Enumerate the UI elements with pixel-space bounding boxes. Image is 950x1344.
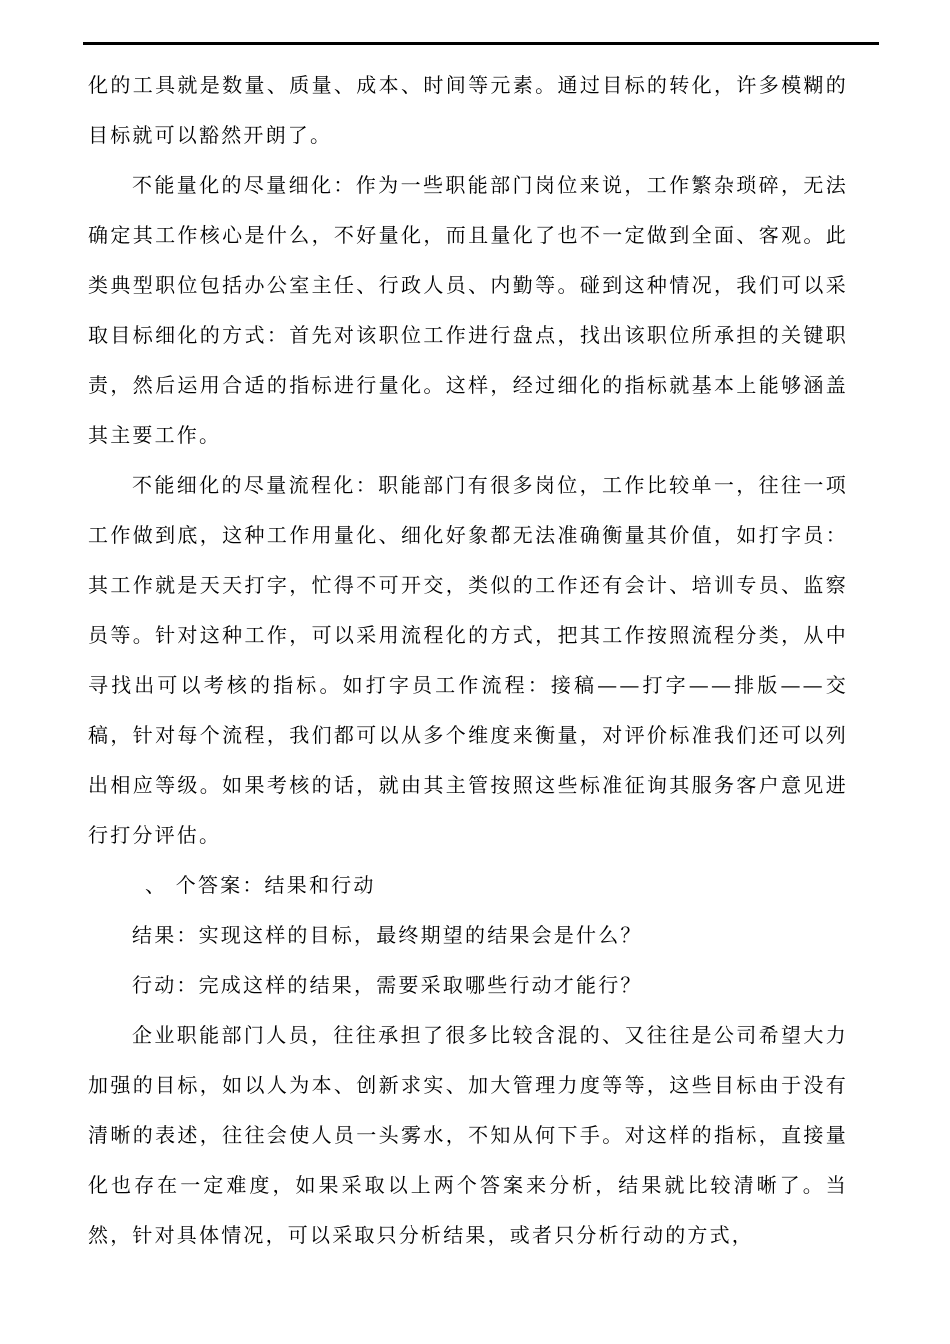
paragraph-process-oriented: 不能细化的尽量流程化：职能部门有很多岗位，工作比较单一，往往一项工作做到底，这种工作用量化、细化好象都无法准确衡量其价值，如打字员：其工作就是天天打字，忙得不可开交，类似的工作还有会计、培训专员、监察员等。针对这种工作，可以采用流程化的方式，把其工作按照流程分类，从中寻找出可以考核的指标。如打字员工作流程：接稿——打字——排版——交稿，针对每个流程，我们都可以从多个维度来衡量，对评价标准我们还可以列出相应等级。如果考核的话，就由其主管按照这些标准征询其服务客户意见进行打分评估。 — [88, 473, 848, 847]
section-heading: 、 个答案：结果和行动 — [145, 873, 376, 897]
paragraph-continuation: 化的工具就是数量、质量、成本、时间等元素。通过目标的转化，许多模糊的目标就可以豁然开朗了。 — [88, 73, 848, 147]
paragraph-action-question: 行动：完成这样的结果，需要采取哪些行动才能行？ — [132, 973, 643, 997]
paragraph-functional-staff: 企业职能部门人员，往往承担了很多比较含混的、又往往是公司希望大力加强的目标，如以人为本、创新求实、加大管理力度等等，这些目标由于没有清晰的表述，往往会使人员一头雾水，不知从何下手。对这样的指标，直接量化也存在一定难度，如果采取以上两个答案来分析，结果就比较清晰了。当然，针对具体情况，可以采取只分析结果，或者只分析行动的方式， — [88, 1023, 848, 1247]
paragraph-result-question: 结果：实现这样的目标，最终期望的结果会是什么？ — [132, 923, 643, 947]
paragraph-quantify-refine: 不能量化的尽量细化：作为一些职能部门岗位来说，工作繁杂琐碎，无法确定其工作核心是什么，不好量化，而且量化了也不一定做到全面、客观。此类典型职位包括办公室主任、行政人员、内勤等。碰到这种情况，我们可以采取目标细化的方式：首先对该职位工作进行盘点，找出该职位所承担的关键职责，然后运用合适的指标进行量化。这样，经过细化的指标就基本上能够涵盖其主要工作。 — [88, 173, 848, 447]
document-body — [88, 60, 848, 1260]
header-rule — [83, 42, 879, 45]
